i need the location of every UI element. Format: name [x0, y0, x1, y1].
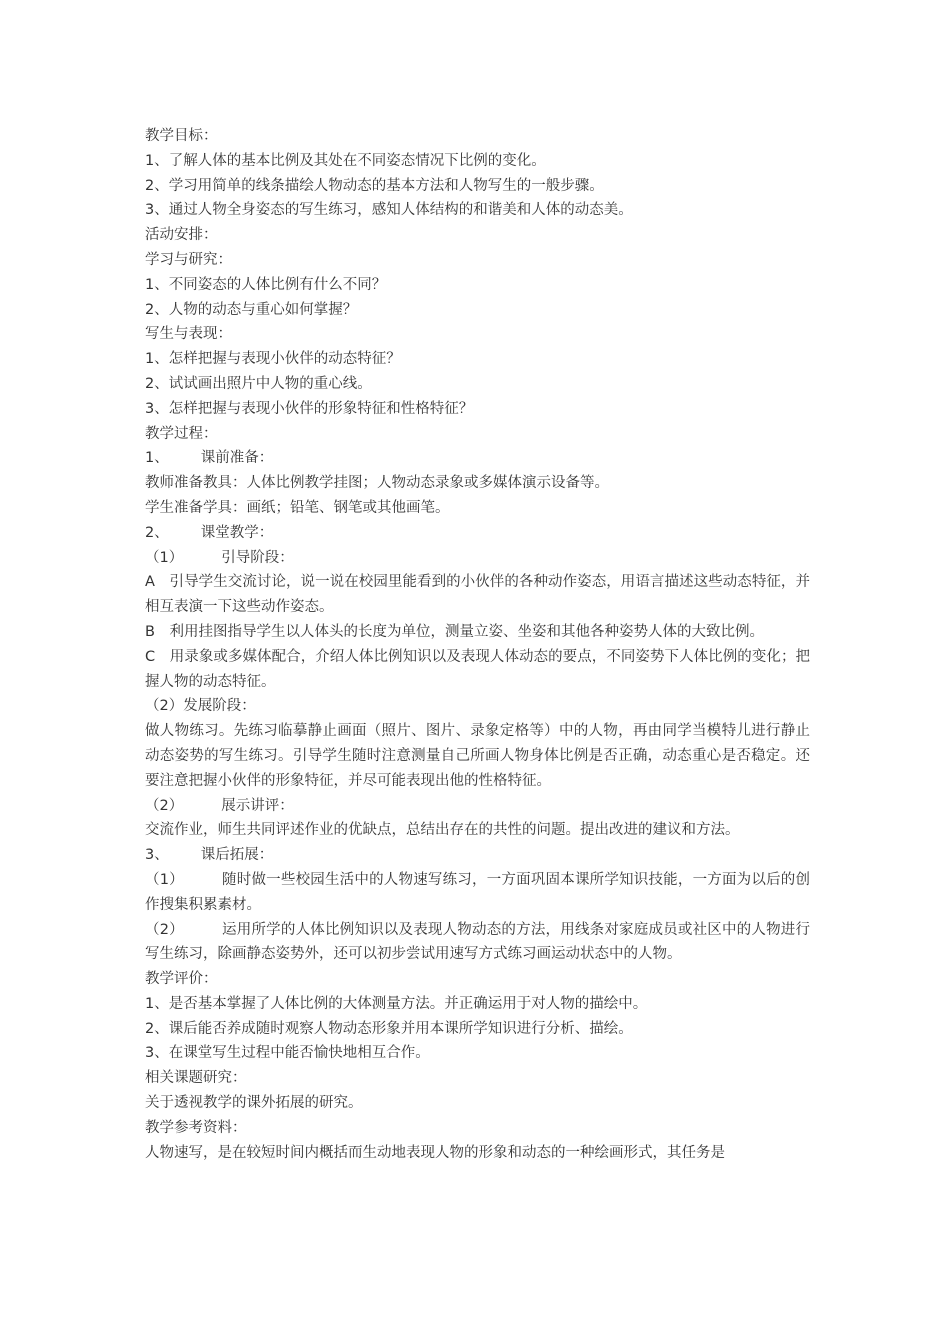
ext-item-2: [145, 918, 810, 968]
ext-item-2-number: （2）: [145, 921, 184, 938]
ext-item-1: [145, 868, 810, 918]
goal-heading: 教学目标：: [145, 128, 218, 144]
sketch-heading: 写生与表现：: [145, 326, 232, 343]
eval-item-3: 3、在课堂写生过程中能否愉快地相互合作。: [145, 1045, 430, 1062]
goal-item-1: 1、了解人体的基本比例及其处在不同姿态情况下比例的变化。: [145, 152, 546, 169]
eval-item-2: 2、课后能否养成随时观察人物动态形象并用本课所学知识进行分析、描绘。: [145, 1020, 633, 1037]
guide-title: 引导阶段：: [221, 549, 294, 566]
develop-paragraph: 做人物练习。先练习临摹静止画面（照片、图片、录象定格等）中的人物，再由同学当模特儿进行静止动态姿势的写生练习。引导学生随时注意测量自己所画人物身体比例是否正确，动态重心是否稳定。还要注意把握小伙伴的形象特征，并尽可能表现出他的性格特征。: [145, 723, 810, 789]
review-number: （2）: [145, 797, 184, 814]
ext-heading: [145, 843, 810, 868]
topic-heading: 相关课题研究：: [145, 1070, 247, 1087]
prep-number: 1、: [145, 450, 169, 467]
ext-item-2-text: 运用所学的人体比例知识以及表现人物动态的方法，用线条对家庭成员或社区中的人物进行写生练习，除画静态姿势外，还可以初步尝试用速写方式练习画运动状态中的人物。: [145, 921, 810, 963]
prep-title: 课前准备：: [200, 450, 274, 467]
ref-text: 人物速写，是在较短时间内概括而生动地表现人物的形象和动态的一种绘画形式，其任务是: [145, 1144, 725, 1161]
document-page: [145, 124, 810, 1165]
ext-title: 课后拓展：: [200, 847, 274, 864]
review-title: 展示讲评：: [221, 797, 294, 814]
review-heading: [145, 794, 810, 819]
class-heading: [145, 521, 810, 546]
eval-heading: 教学评价：: [145, 971, 218, 988]
prep-student: 学生准备学具：画纸；铅笔、钢笔或其他画笔。: [145, 499, 450, 516]
study-heading: 学习与研究：: [145, 251, 232, 268]
review-paragraph: 交流作业，师生共同评述作业的优缺点，总结出存在的共性的问题。提出改进的建议和方法。: [145, 822, 740, 839]
goal-item-3: 3、通过人物全身姿态的写生练习，感知人体结构的和谐美和人体的动态美。: [145, 202, 633, 219]
process-heading: 教学过程：: [145, 425, 218, 442]
topic-text: 关于透视教学的课外拓展的研究。: [145, 1095, 363, 1112]
prep-teacher: 教师准备教具：人体比例教学挂图；人物动态录象或多媒体演示设备等。: [145, 475, 609, 492]
guide-paragraph-c: C 用录象或多媒体配合，介绍人体比例知识以及表现人体动态的要点，不同姿势下人体比例的变化；把握人物的动态特征。: [145, 648, 810, 690]
guide-heading: [145, 546, 810, 571]
guide-paragraph-a: A 引导学生交流讨论，说一说在校园里能看到的小伙伴的各种动作姿态，用语言描述这些动态特征，并相互表演一下这些动作姿态。: [145, 574, 810, 616]
eval-item-1: 1、是否基本掌握了人体比例的大体测量方法。并正确运用于对人物的描绘中。: [145, 995, 648, 1012]
goal-item-2: 2、学习用简单的线条描绘人物动态的基本方法和人物写生的一般步骤。: [145, 177, 604, 194]
sketch-item-2: 2、试试画出照片中人物的重心线。: [145, 375, 372, 392]
ext-number: 3、: [145, 847, 169, 864]
develop-heading: （2）发展阶段：: [145, 698, 256, 715]
study-item-2: 2、人物的动态与重心如何掌握？: [145, 301, 358, 318]
activity-heading: 活动安排：: [145, 227, 218, 244]
sketch-item-3: 3、怎样把握与表现小伙伴的形象特征和性格特征？: [145, 400, 474, 417]
sketch-item-1: 1、怎样把握与表现小伙伴的动态特征？: [145, 351, 401, 368]
prep-heading: [145, 446, 810, 471]
class-title: 课堂教学：: [200, 524, 274, 541]
ext-item-1-text: 随时做一些校园生活中的人物速写练习，一方面巩固本课所学知识技能，一方面为以后的创作搜集积累素材。: [145, 871, 810, 913]
class-number: 2、: [145, 524, 169, 541]
ref-heading: 教学参考资料：: [145, 1119, 247, 1136]
guide-number: （1）: [145, 549, 184, 566]
guide-paragraph-b: B 利用挂图指导学生以人体头的长度为单位，测量立姿、坐姿和其他各种姿势人体的大致比例。: [145, 623, 764, 640]
study-item-1: 1、不同姿态的人体比例有什么不同？: [145, 276, 387, 293]
ext-item-1-number: （1）: [145, 871, 184, 888]
